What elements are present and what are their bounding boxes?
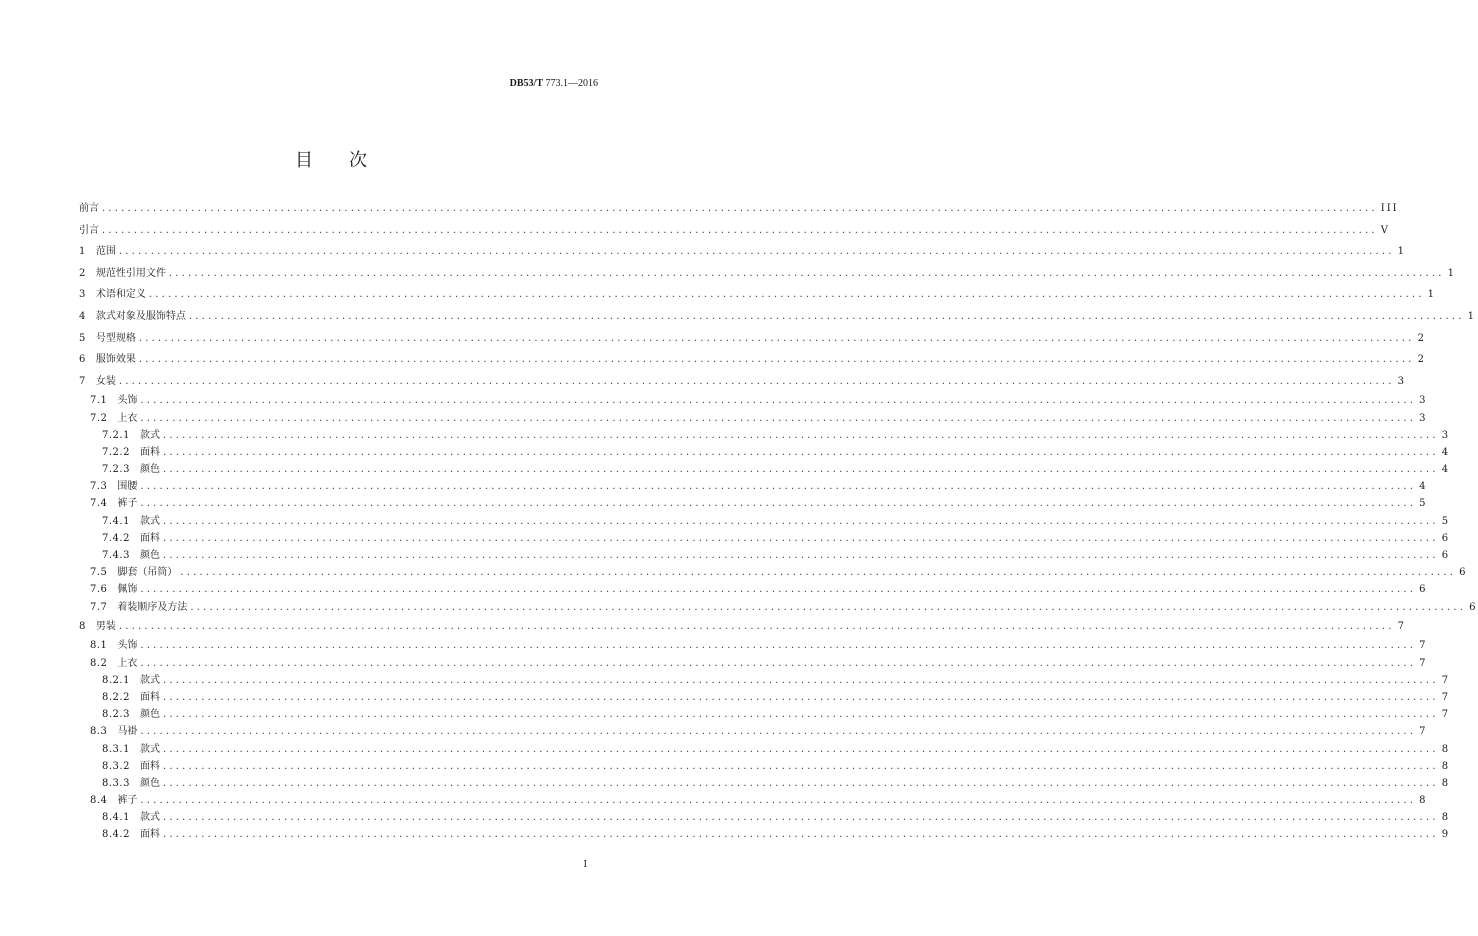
toc-entry-label: 服饰效果 bbox=[95, 354, 136, 366]
toc-entry[interactable] bbox=[79, 284, 1436, 306]
toc-entry-number: 7.7 bbox=[90, 601, 108, 613]
toc-entry[interactable] bbox=[79, 444, 1451, 461]
toc-dot-leader: ........................................................................................................................................................................................................ bbox=[162, 674, 1439, 686]
toc-entry[interactable] bbox=[79, 530, 1451, 547]
toc-entry-label: 款式 bbox=[139, 429, 160, 441]
toc-entry-page: 4 bbox=[1419, 481, 1428, 493]
toc-entry-page: 8 bbox=[1419, 795, 1428, 807]
toc-entry-label: 颜色 bbox=[139, 777, 160, 789]
toc-entry-page: 9 bbox=[1441, 829, 1451, 841]
toc-entry-number: 8.4.2 bbox=[102, 829, 130, 841]
toc-entry-number: 7.2 bbox=[90, 412, 108, 424]
toc-entry-page: 7 bbox=[1419, 726, 1428, 738]
toc-entry-label: 马褂 bbox=[117, 726, 138, 738]
toc-entry-label: 款式 bbox=[139, 515, 160, 527]
toc-entry-page: 3 bbox=[1441, 429, 1451, 441]
toc-dot-leader: ........................................................................................................................................................................................................ bbox=[180, 567, 1457, 579]
toc-entry[interactable] bbox=[79, 809, 1451, 826]
toc-entry-page: 7 bbox=[1419, 640, 1428, 652]
toc-entry-label: 着装顺序及方法 bbox=[117, 601, 188, 613]
toc-dot-leader: ........................................................................................................................................................................................................ bbox=[162, 691, 1439, 703]
toc-entry[interactable] bbox=[79, 220, 1390, 242]
toc-entry-number: 2 bbox=[79, 267, 86, 279]
toc-entry-number: 8.3.2 bbox=[102, 760, 130, 772]
toc-dot-leader: ........................................................................................................................................................................................................ bbox=[140, 726, 1417, 738]
toc-dot-leader: ........................................................................................................................................................................................................ bbox=[140, 395, 1417, 407]
toc-entry-number: 7.5 bbox=[90, 567, 108, 579]
toc-entry[interactable] bbox=[79, 637, 1428, 654]
toc-entry[interactable] bbox=[79, 371, 1406, 393]
toc-entry-page: 7 bbox=[1441, 709, 1451, 721]
toc-entry-number: 7.2.3 bbox=[102, 464, 130, 476]
toc-entry-page: V bbox=[1380, 224, 1390, 236]
toc-entry-page: 6 bbox=[1441, 532, 1451, 544]
toc-entry-page: 4 bbox=[1441, 446, 1451, 458]
toc-entry-number: 4 bbox=[79, 310, 86, 322]
toc-entry-label: 颜色 bbox=[139, 709, 160, 721]
toc-entry-page: 8 bbox=[1441, 743, 1451, 755]
toc-entry-number: 7.2.1 bbox=[102, 429, 130, 441]
toc-dot-leader: ........................................................................................................................................................................................................ bbox=[162, 709, 1439, 721]
toc-entry[interactable] bbox=[79, 599, 1478, 616]
toc-entry-label: 面料 bbox=[139, 532, 160, 544]
toc-dot-leader: ........................................................................................................................................................................................................ bbox=[162, 812, 1439, 824]
toc-entry-label: 号型规格 bbox=[95, 332, 136, 344]
toc-entry[interactable] bbox=[79, 826, 1451, 843]
toc-dot-leader: ........................................................................................................................................................................................................ bbox=[140, 657, 1417, 669]
toc-dot-leader: ........................................................................................................................................................................................................ bbox=[140, 481, 1417, 493]
toc-dot-leader: ........................................................................................................................................................................................................ bbox=[102, 203, 1378, 214]
toc-entry[interactable] bbox=[79, 263, 1456, 285]
toc-entry-number: 7.1 bbox=[90, 395, 108, 407]
toc-entry[interactable] bbox=[79, 478, 1428, 495]
toc-entry-page: 7 bbox=[1441, 674, 1451, 686]
toc-entry[interactable] bbox=[79, 392, 1428, 409]
toc-entry-number: 8.4.1 bbox=[102, 812, 130, 824]
toc-entry[interactable] bbox=[79, 564, 1468, 581]
toc-dot-leader: ........................................................................................................................................................................................................ bbox=[162, 777, 1439, 789]
toc-entry[interactable] bbox=[79, 306, 1476, 328]
toc-entry[interactable] bbox=[79, 616, 1406, 638]
toc-entry-label: 裤子 bbox=[117, 498, 138, 510]
toc-entry-number: 7.4.3 bbox=[102, 550, 130, 562]
toc-entry-label: 术语和定义 bbox=[95, 289, 146, 301]
toc-entry-label: 围腰 bbox=[117, 481, 138, 493]
toc-entry-label: 面料 bbox=[139, 829, 160, 841]
toc-entry[interactable] bbox=[79, 328, 1426, 350]
toc-entry-number: 7.4.2 bbox=[102, 532, 130, 544]
toc-entry-page: 8 bbox=[1441, 812, 1451, 824]
toc-entry[interactable] bbox=[79, 241, 1406, 263]
toc-entry-page: 2 bbox=[1417, 354, 1426, 366]
toc-entry-label: 裤子 bbox=[117, 795, 138, 807]
toc-dot-leader: ........................................................................................................................................................................................................ bbox=[138, 332, 1415, 344]
toc-dot-leader: ........................................................................................................................................................................................................ bbox=[140, 498, 1417, 510]
toc-entry-page: 4 bbox=[1441, 464, 1451, 476]
toc-entry-page: 1 bbox=[1447, 267, 1456, 279]
toc-entry[interactable] bbox=[79, 655, 1428, 672]
toc-dot-leader: ........................................................................................................................................................................................................ bbox=[162, 464, 1439, 476]
toc-entry-number: 7.3 bbox=[90, 481, 108, 493]
toc-dot-leader: ........................................................................................................................................................................................................ bbox=[118, 375, 1395, 387]
toc-dot-leader: ........................................................................................................................................................................................................ bbox=[148, 289, 1425, 301]
page-title: 目次 bbox=[295, 150, 403, 171]
toc-entry-page: 1 bbox=[1467, 310, 1476, 322]
toc-entry[interactable] bbox=[79, 689, 1451, 706]
toc-entry-label: 男装 bbox=[95, 620, 116, 632]
toc-entry-label: 脚套（吊筒） bbox=[117, 567, 178, 579]
toc-entry[interactable] bbox=[79, 741, 1451, 758]
toc-entry-label: 面料 bbox=[139, 691, 160, 703]
toc-dot-leader: ........................................................................................................................................................................................................ bbox=[140, 640, 1417, 652]
toc-dot-leader: ........................................................................................................................................................................................................ bbox=[188, 310, 1465, 322]
toc-entry-page: 3 bbox=[1419, 412, 1428, 424]
toc-entry-number: 5 bbox=[79, 332, 86, 344]
toc-entry[interactable] bbox=[79, 513, 1451, 530]
toc-entry-number: 8.1 bbox=[90, 640, 108, 652]
toc-entry-page: 1 bbox=[1427, 289, 1436, 301]
toc-entry-page: 6 bbox=[1459, 567, 1468, 579]
toc-dot-leader: ........................................................................................................................................................................................................ bbox=[140, 795, 1417, 807]
toc-entry[interactable] bbox=[79, 581, 1428, 598]
toc-entry-number: 7 bbox=[79, 375, 86, 387]
toc-entry-page: 5 bbox=[1419, 498, 1428, 510]
toc-entry[interactable] bbox=[79, 758, 1451, 775]
toc-entry-page: 1 bbox=[1397, 246, 1406, 258]
toc-dot-leader: ........................................................................................................................................................................................................ bbox=[162, 743, 1439, 755]
toc-dot-leader: ........................................................................................................................................................................................................ bbox=[162, 429, 1439, 441]
table-of-contents bbox=[79, 198, 1478, 844]
toc-entry[interactable] bbox=[79, 672, 1451, 689]
toc-entry-page: 5 bbox=[1441, 515, 1451, 527]
toc-entry-number: 8.2.3 bbox=[102, 709, 130, 721]
toc-dot-leader: ........................................................................................................................................................................................................ bbox=[162, 829, 1439, 841]
toc-dot-leader: ........................................................................................................................................................................................................ bbox=[162, 515, 1439, 527]
toc-dot-leader: ........................................................................................................................................................................................................ bbox=[162, 550, 1439, 562]
toc-entry-page: 7 bbox=[1419, 657, 1428, 669]
toc-dot-leader: ........................................................................................................................................................................................................ bbox=[190, 601, 1467, 613]
toc-entry-page: 8 bbox=[1441, 760, 1451, 772]
page-number: I bbox=[583, 860, 587, 870]
toc-entry-number: 7.6 bbox=[90, 584, 108, 596]
toc-entry-number: 8.3.1 bbox=[102, 743, 130, 755]
toc-entry-number: 6 bbox=[79, 354, 86, 366]
toc-entry-label: 款式 bbox=[139, 674, 160, 686]
toc-entry-label: 上衣 bbox=[117, 657, 138, 669]
toc-entry-label: 款式 bbox=[139, 743, 160, 755]
toc-dot-leader: ........................................................................................................................................................................................................ bbox=[118, 620, 1395, 632]
toc-entry-page: 8 bbox=[1441, 777, 1451, 789]
toc-entry-number: 8.3 bbox=[90, 726, 108, 738]
toc-dot-leader: ........................................................................................................................................................................................................ bbox=[162, 760, 1439, 772]
toc-entry[interactable] bbox=[79, 495, 1428, 512]
toc-entry-label: 引言 bbox=[79, 224, 99, 236]
toc-entry-label: 前言 bbox=[79, 203, 99, 214]
toc-entry-number: 8.4 bbox=[90, 795, 108, 807]
toc-entry[interactable] bbox=[79, 349, 1426, 371]
toc-entry-number: 8 bbox=[79, 620, 86, 632]
toc-dot-leader: ........................................................................................................................................................................................................ bbox=[140, 412, 1417, 424]
toc-dot-leader: ........................................................................................................................................................................................................ bbox=[138, 354, 1415, 366]
toc-entry-label: 颜色 bbox=[139, 464, 160, 476]
toc-entry-label: 佩饰 bbox=[117, 584, 138, 596]
toc-dot-leader: ........................................................................................................................................................................................................ bbox=[162, 446, 1439, 458]
document-code bbox=[510, 78, 598, 89]
toc-entry-page: 6 bbox=[1441, 550, 1451, 562]
toc-entry[interactable] bbox=[79, 723, 1428, 740]
document-code-prefix: DB53/T bbox=[509, 78, 543, 89]
toc-entry-number: 8.2 bbox=[90, 657, 108, 669]
toc-entry[interactable] bbox=[79, 410, 1428, 427]
toc-entry-number: 7.4.1 bbox=[102, 515, 130, 527]
toc-entry-page: III bbox=[1380, 203, 1399, 214]
toc-dot-leader: ........................................................................................................................................................................................................ bbox=[102, 224, 1378, 236]
toc-entry-page: 6 bbox=[1419, 584, 1428, 596]
toc-entry-number: 8.2.2 bbox=[102, 691, 130, 703]
toc-entry-number: 7.2.2 bbox=[102, 446, 130, 458]
toc-entry-page: 7 bbox=[1397, 620, 1406, 632]
toc-entry[interactable] bbox=[79, 792, 1428, 809]
toc-entry-number: 8.3.3 bbox=[102, 777, 130, 789]
toc-entry-label: 女装 bbox=[95, 375, 116, 387]
toc-entry-label: 款式 bbox=[139, 812, 160, 824]
toc-dot-leader: ........................................................................................................................................................................................................ bbox=[118, 246, 1395, 258]
toc-dot-leader: ........................................................................................................................................................................................................ bbox=[168, 267, 1445, 279]
toc-entry-number: 1 bbox=[79, 246, 86, 258]
toc-entry[interactable] bbox=[79, 547, 1451, 564]
toc-entry-label: 面料 bbox=[139, 760, 160, 772]
toc-entry-number: 8.2.1 bbox=[102, 674, 130, 686]
toc-entry[interactable] bbox=[79, 198, 1399, 220]
toc-entry-label: 范围 bbox=[95, 246, 116, 258]
toc-entry[interactable] bbox=[79, 427, 1451, 444]
toc-entry-label: 颜色 bbox=[139, 550, 160, 562]
toc-entry-number: 3 bbox=[79, 289, 86, 301]
toc-dot-leader: ........................................................................................................................................................................................................ bbox=[140, 584, 1417, 596]
toc-entry-page: 3 bbox=[1419, 395, 1428, 407]
toc-dot-leader: ........................................................................................................................................................................................................ bbox=[162, 532, 1439, 544]
toc-entry-page: 2 bbox=[1417, 332, 1426, 344]
toc-entry-label: 款式对象及服饰特点 bbox=[95, 310, 186, 322]
toc-entry[interactable] bbox=[79, 461, 1451, 478]
toc-entry-label: 上衣 bbox=[117, 412, 138, 424]
toc-entry-label: 规范性引用文件 bbox=[95, 267, 166, 279]
document-code-suffix: 773.1—2016 bbox=[543, 78, 598, 89]
toc-entry-label: 面料 bbox=[139, 446, 160, 458]
toc-entry-label: 头饰 bbox=[117, 640, 138, 652]
toc-entry-page: 7 bbox=[1441, 691, 1451, 703]
toc-entry-label: 头饰 bbox=[117, 395, 138, 407]
toc-entry-page: 6 bbox=[1469, 601, 1478, 613]
toc-entry[interactable] bbox=[79, 706, 1451, 723]
toc-entry-page: 3 bbox=[1397, 375, 1406, 387]
toc-entry-number: 7.4 bbox=[90, 498, 108, 510]
toc-entry[interactable] bbox=[79, 775, 1451, 792]
